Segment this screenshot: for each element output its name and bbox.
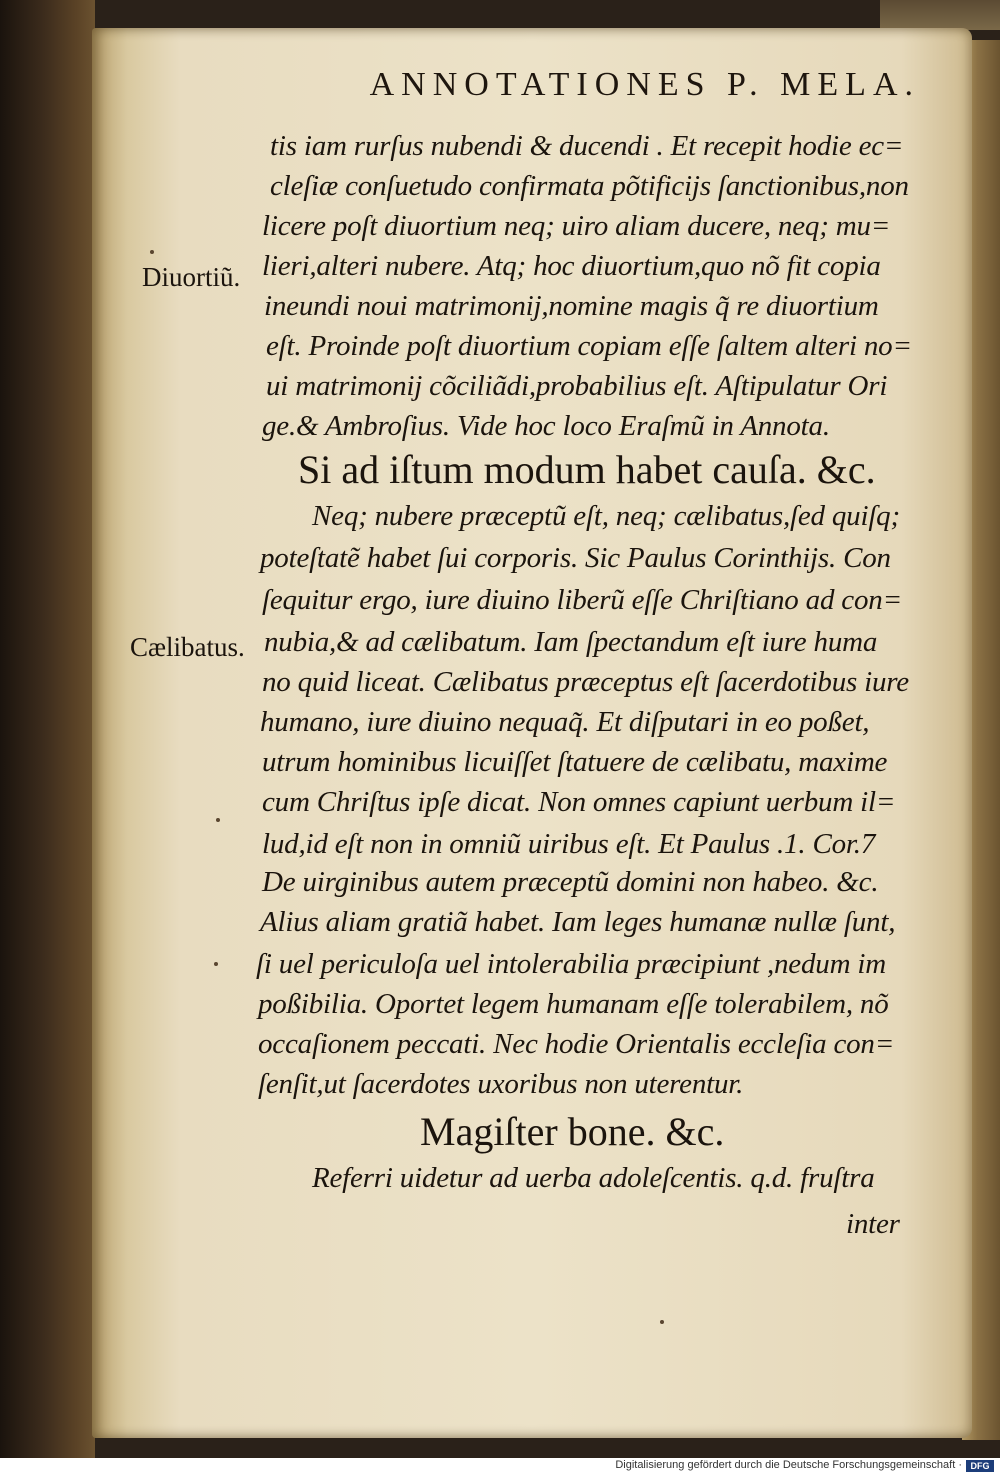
paper-speck — [150, 250, 154, 254]
text-line: ui matrimonij cõciliãdi,probabilius eſt. Aſtipulatur Ori — [266, 370, 888, 402]
margin-note-caelibatus: Cælibatus. — [130, 632, 245, 662]
text-line: licere poſt diuortium neq; uiro aliam ducere, neq; mu= — [262, 210, 891, 242]
text-line: Neq; nubere præceptũ eſt, neq; cælibatus,ſed quiſq; — [312, 500, 900, 532]
dfg-logo: DFG — [966, 1460, 994, 1472]
paper-speck — [216, 818, 220, 822]
footer-credit: Digitalisierung gefördert durch die Deutsche Forschungsgemeinschaft · — [615, 1459, 962, 1471]
text-line: ge.& Ambroſius. Vide hoc loco Eraſmũ in Annota. — [262, 410, 830, 442]
text-line: no quid liceat. Cælibatus præceptus eſt ſacerdotibus iure — [262, 666, 909, 698]
text-line: cleſiæ conſuetudo confirmata põtificijs ſanctionibus,non — [270, 170, 909, 202]
section-heading: Si ad iſtum modum habet cauſa. &c. — [298, 447, 876, 492]
margin-note-diuortium: Diuortiũ. — [142, 262, 241, 292]
text-line: cum Chriſtus ipſe dicat. Non omnes capiunt uerbum il= — [262, 786, 896, 818]
paper-speck — [660, 1320, 664, 1324]
paper-speck — [214, 962, 218, 966]
text-line: tis iam rurſus nubendi & ducendi . Et recepit hodie ec= — [270, 130, 904, 162]
text-line: occaſionem peccati. Nec hodie Orientalis eccleſia con= — [258, 1028, 895, 1060]
catchword: inter — [846, 1208, 900, 1240]
text-line: eſt. Proinde poſt diuortium copiam eſſe ſaltem alteri no= — [266, 330, 912, 362]
text-line: nubia,& ad cælibatum. Iam ſpectandum eſt iure huma — [264, 626, 878, 658]
text-line: humano, iure diuino nequaq̃. Et diſputari in eo poßet, — [260, 706, 870, 738]
footer-bar — [0, 1458, 1000, 1475]
text-line: De uirginibus autem præceptũ domini non habeo. &c. — [262, 866, 879, 898]
text-line: ſi uel periculoſa uel intolerabilia præcipiunt ,nedum im — [256, 948, 886, 980]
text-line: poteſtatẽ habet ſui corporis. Sic Paulus Corinthijs. Con — [260, 542, 891, 574]
text-line: Alius aliam gratiã habet. Iam leges humanæ nullæ ſunt, — [260, 906, 896, 938]
text-line: Referri uidetur ad uerba adoleſcentis. q.d. fruſtra — [312, 1162, 875, 1194]
text-line: ſenſit,ut ſacerdotes uxoribus non uterentur. — [258, 1068, 744, 1100]
book-spine — [0, 0, 95, 1458]
text-line: lieri,alteri nubere. Atq; hoc diuortium,quo nõ fit copia — [262, 250, 881, 282]
text-line: lud,id eſt non in omniũ uiribus eſt. Et Paulus .1. Cor.7 — [262, 828, 876, 860]
text-line: ſequitur ergo, iure diuino liberũ eſſe Chriſtiano ad con= — [262, 584, 902, 616]
running-title: ANNOTATIONES P. MELA. — [369, 66, 920, 103]
section-heading: Magiſter bone. &c. — [420, 1109, 725, 1154]
text-line: utrum hominibus licuiſſet ſtatuere de cælibatu, maxime — [262, 746, 888, 778]
text-line: ineundi noui matrimonij,nomine magis q̃ re diuortium — [264, 290, 879, 322]
page-edge-top — [880, 0, 1000, 30]
text-line: poßibilia. Oportet legem humanam eſſe tolerabilem, nõ — [258, 988, 889, 1020]
